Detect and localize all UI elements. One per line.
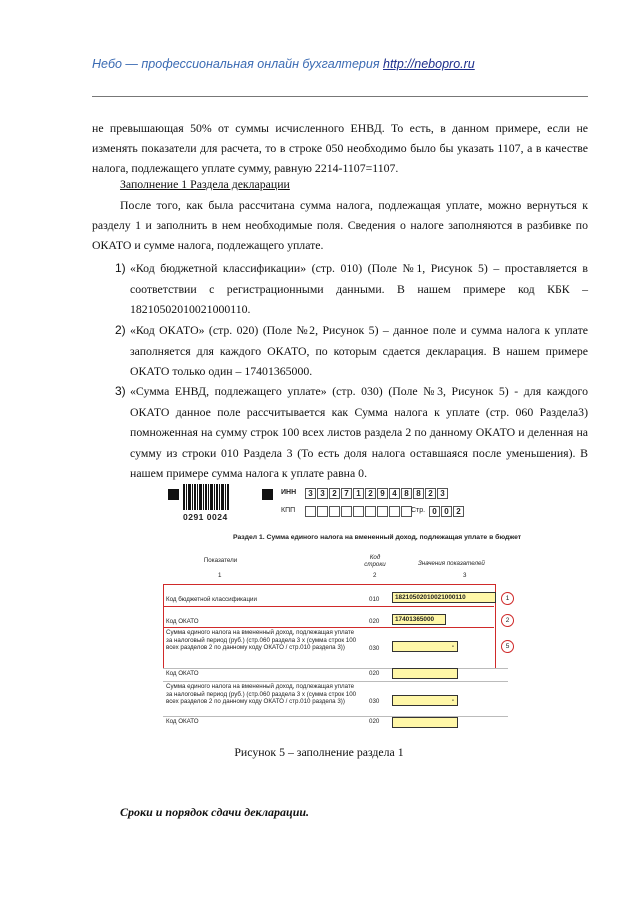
okato-value-field (392, 717, 458, 728)
barcode-number: 0291 0024 (183, 512, 228, 522)
inn-digit: 2 (425, 488, 436, 499)
col-header-indicator: Показатели (203, 557, 238, 564)
inn-digit: 2 (329, 488, 340, 499)
highlight-divider (163, 606, 494, 607)
okato-value-field: 17401365000 (392, 614, 446, 625)
paragraph-section: После того, как была рассчитана сумма налога, подлежащая уплате, можно вернуться к разделу 1 и заполнить в нем необходимые поля. Сведения о налоге заполняются в разбивке по ОКАТО и сумме налога, подлежащего уплате. (92, 198, 588, 252)
page-cells (429, 506, 465, 517)
col-number: 3 (463, 572, 467, 579)
marker-circle: 1 (501, 592, 514, 605)
corner-marker (262, 489, 273, 500)
inn-digit: 7 (341, 488, 352, 499)
col-number: 2 (373, 572, 377, 579)
okato-value-field (392, 668, 458, 679)
tax-sum-field: - (392, 641, 458, 652)
list-text: «Код бюджетной классификации» (стр. 010) (Поле №1, Рисунок 5) – проставляется в соответствии с регистрационными данными. В нашем примере код КБК – 18210502010021000110. (130, 261, 588, 316)
row-code: 030 (369, 645, 380, 652)
paragraph-intro: не превышающая 50% от суммы исчисленного ЕНВД. То есть, в данном примере, если не изменять показатели для расчета, то в строке 050 необходимо было бы указать 1107, а в качестве налога, подлежащего уплате сумму, равную 2214-1107=1107. (92, 121, 588, 175)
page-digit: 0 (441, 506, 452, 517)
corner-marker (168, 489, 179, 500)
list-number: 2) (115, 323, 126, 337)
inn-digit: 4 (389, 488, 400, 499)
kpp-label: КПП (281, 507, 296, 514)
page-digit: 2 (453, 506, 464, 517)
inn-cells (305, 488, 449, 499)
row-code: 010 (369, 596, 380, 603)
inn-digit: 3 (317, 488, 328, 499)
list-number: 3) (115, 384, 126, 398)
header-link[interactable]: http://nebopro.ru (383, 57, 475, 71)
row-code: 020 (369, 670, 380, 677)
kbk-value-field: 18210502010021000110 (392, 592, 496, 603)
list-item (92, 320, 588, 382)
inn-digit: 1 (353, 488, 364, 499)
inn-digit: 8 (401, 488, 412, 499)
marker-circle: 5 (501, 640, 514, 653)
list-number: 1) (115, 261, 126, 275)
marker-circle: 2 (501, 614, 514, 627)
row-code: 020 (369, 618, 380, 625)
highlight-divider (163, 627, 494, 628)
col-number: 1 (218, 572, 222, 579)
inn-digit: 8 (413, 488, 424, 499)
row-label: Сумма единого налога на вмененный доход, подлежащая уплате за налоговый период (руб.) (стр.060 раздела 3 х (сумма строк 100 всех разделов 2 по данному коду ОКАТО / стр.010 раздела 3)) (166, 683, 357, 705)
inn-digit: 3 (305, 488, 316, 499)
figure-caption: Рисунок 5 – заполнение раздела 1 (234, 745, 404, 759)
row-label: Код ОКАТО (166, 718, 199, 725)
col-header-code: Код строки (364, 554, 386, 568)
tax-sum-field: - (392, 695, 458, 706)
row-code: 020 (369, 718, 380, 725)
col-header-value: Значения показателей (418, 560, 485, 567)
page-header (92, 57, 475, 71)
list-item (92, 381, 588, 484)
list-text: «Код ОКАТО» (стр. 020) (Поле №2, Рисунок 5) – данное поле и сумма налога к уплате заполняется для каждого ОКАТО, по которым сдается декларация. В нашем примере ОКАТО только один – 17401365000. (130, 323, 588, 378)
page-label: Стр. (411, 507, 426, 514)
barcode-icon (183, 484, 229, 510)
list-item (92, 258, 588, 320)
kpp-cells (305, 506, 413, 517)
header-divider (92, 96, 588, 97)
header-title: Небо — профессиональная онлайн бухгалтерия (92, 57, 380, 71)
inn-digit: 3 (437, 488, 448, 499)
row-label: Код бюджетной классификации (166, 596, 257, 603)
row-label: Сумма единого налога на вмененный доход, подлежащая уплате за налоговый период (руб.) (стр.060 раздела 3 х (сумма строк 100 всех разделов 2 по данному коду ОКАТО / стр.010 раздела 3)) (166, 629, 357, 651)
inn-digit: 2 (365, 488, 376, 499)
inn-digit: 9 (377, 488, 388, 499)
section-title: Сроки и порядок сдачи декларации. (120, 805, 310, 819)
row-label: Код ОКАТО (166, 618, 199, 625)
page-digit: 0 (429, 506, 440, 517)
form-section-heading: Раздел 1. Сумма единого налога на вмененный доход, подлежащая уплате в бюджет (233, 534, 522, 541)
subheading: Заполнение 1 Раздела декларации (120, 177, 290, 191)
row-code: 030 (369, 698, 380, 705)
inn-label: ИНН (281, 489, 297, 496)
declaration-form-figure (163, 484, 555, 728)
list-text: «Сумма ЕНВД, подлежащего уплате» (стр. 030) (Поле №3, Рисунок 5) - для каждого ОКАТО данное поле рассчитывается как Сумма налога к уплате (стр. 060 Раздела3) помноженная на сумму строк 100 всех листов раздела 2 по данному ОКАТО и деленная на сумму из строки 010 Раздела 3 (То есть доля налога оставшаяся после уменьшения). В нашем примере сумма налога к уплате равна 0. (130, 384, 588, 480)
row-label: Код ОКАТО (166, 670, 199, 677)
